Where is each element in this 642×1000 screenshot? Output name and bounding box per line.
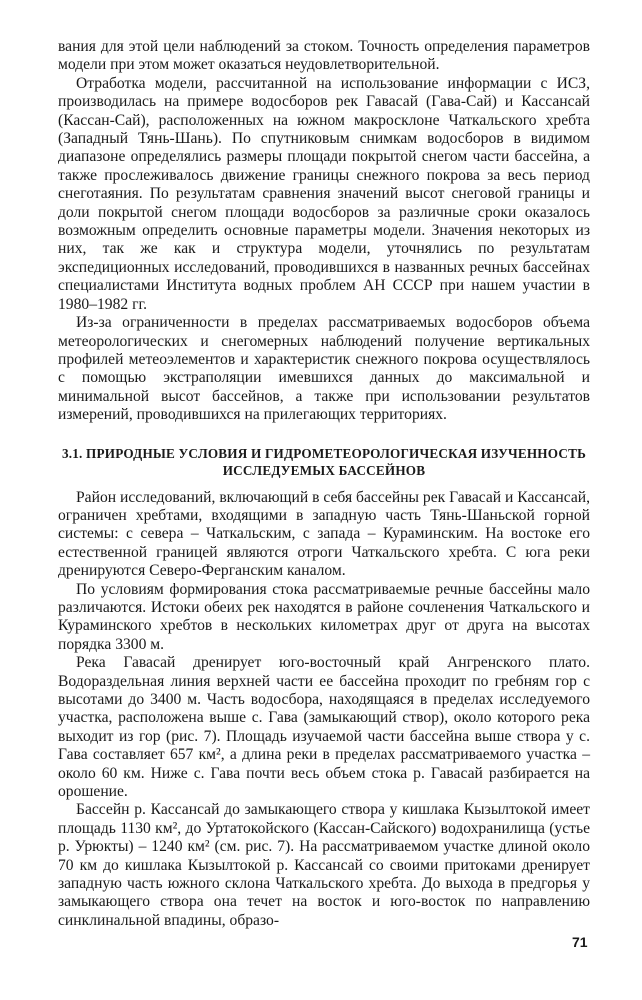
paragraph-gavasai-river: Река Гавасай дренирует юго-восточный край Ангренского плато. Водораздельная линия верхней части ее бассейна проходит по гребням гор с высотами до 3400 м. Часть водосбора, находящаяся в пределах исследуемого участка, расположена выше с. Гава (замыкающий створ), около которого река выходит из гор (рис. 7). Площадь изучаемой части бассейна выше створа у с. Гава составляет 657 км², а длина реки в пределах рассматриваемого участка – около 60 км. Ниже с. Гава почти весь объем стока р. Гавасай разбирается на орошение.: [58, 654, 590, 801]
paragraph-runoff-conditions: По условиям формирования стока рассматриваемые речные бассейны мало различаются. Истоки обеих рек находятся в районе сочленения Чаткальского и Кураминского хребтов в нескольких километрах друг от друга на высотах порядка 3300 м.: [58, 580, 590, 653]
paragraph-extrapolation: Из-за ограниченности в пределах рассматриваемых водосборов объема метеорологических и снегомерных наблюдений получение вертикальных профилей метеоэлементов и характеристик снежного покрова осуществлялось с помощью экстраполяции имевшихся данных до максимальной и минимальной высот бассейнов, а также при использовании результатов измерений, проводившихся на прилегающих территориях.: [58, 314, 590, 424]
paragraph-study-area: Район исследований, включающий в себя бассейны рек Гавасай и Кассансай, ограничен хребтами, входящими в западную часть Тянь-Шаньской горной системы: с севера – Чаткальским, с запада – Кураминским. На востоке его естественной границей являются отроги Чаткальского хребта. С юга реки дренируются Северо-Ферганским каналом.: [58, 488, 590, 580]
paragraph-model-calibration: Отработка модели, рассчитанной на использование информации с ИСЗ, производилась на примере водосборов рек Гавасай (Гава-Сай) и Кассансай (Кассан-Сай), расположенных на южном макросклоне Чаткальского хребта (Западный Тянь-Шань). По спутниковым снимкам водосборов в видимом диапазоне определялись размеры площади покрытой снегом части бассейна, а также прослеживалось движение границы снежного покрова за весь период снеготаяния. По результатам сравнения значений высот снеговой границы и доли покрытой снегом площади водосборов за различные сроки оказалось возможным определить основные параметры модели. Значения некоторых из них, так же как и структура модели, уточнялись по результатам экспедиционных исследований, проводившихся в названных речных бассейнах специалистами Института водных проблем АН СССР при нашем участии в 1980–1982 гг.: [58, 74, 590, 313]
page-number: 71: [572, 934, 588, 950]
text-column: [58, 38, 590, 930]
paragraph-continuation: вания для этой цели наблюдений за стоком. Точность определения параметров модели при этом может оказаться неудовлетворительной.: [58, 38, 590, 74]
section-heading: 3.1. ПРИРОДНЫЕ УСЛОВИЯ И ГИДРОМЕТЕОРОЛОГИЧЕСКАЯ ИЗУЧЕННОСТЬ ИССЛЕДУЕМЫХ БАССЕЙНОВ: [61, 445, 587, 478]
paragraph-kassansai-basin: Бассейн р. Кассансай до замыкающего створа у кишлака Кызылтокой имеет площадь 1130 км², до Уртатокойского (Кассан-Сайского) водохранилища (устье р. Урюкты) – 1240 км² (см. рис. 7). На рассматриваемом участке длиной около 70 км до кишлака Кызылтокой р. Кассансай со своими притоками дренирует западную часть южного склона Чаткальского хребта. До выхода в предгорья у замыкающего створа она течет на восток и юго-восток по направлению синклинальной впадины, образо-: [58, 801, 590, 929]
